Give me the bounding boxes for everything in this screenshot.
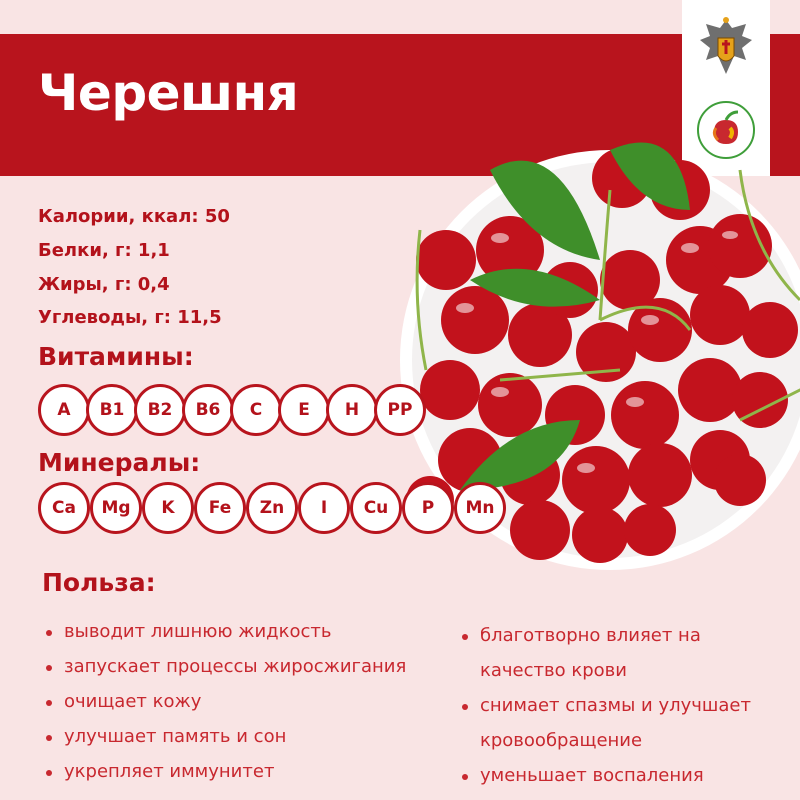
nutrition-fat: Жиры, г: 0,4 xyxy=(38,274,170,295)
nutrition-calories: Калории, ккал: 50 xyxy=(38,206,230,227)
vitamin-badge: B1 xyxy=(86,384,138,436)
benefit-item: благотворно влияет на xyxy=(458,618,751,653)
benefit-item-continued: качество крови xyxy=(480,660,627,681)
mineral-badge: I xyxy=(298,482,350,534)
benefit-item: уменьшает воспаления xyxy=(458,758,751,793)
benefit-item-continued: кровообращение xyxy=(480,730,643,751)
vitamin-badge: C xyxy=(230,384,282,436)
benefit-item: выводит лишнюю жидкость xyxy=(42,614,406,649)
mineral-badge: Mn xyxy=(454,482,506,534)
mineral-badge: P xyxy=(402,482,454,534)
vitamin-badge: H xyxy=(326,384,378,436)
benefits-list-right xyxy=(458,618,751,793)
benefit-item: укрепляет иммунитет xyxy=(42,754,406,789)
nutrition-protein: Белки, г: 1,1 xyxy=(38,240,170,261)
benefits-list-left xyxy=(42,614,406,789)
mineral-badge: Cu xyxy=(350,482,402,534)
benefit-item: очищает кожу xyxy=(42,684,406,719)
mineral-badge: Ca xyxy=(38,482,90,534)
benefit-item: запускает процессы жиросжигания xyxy=(42,649,406,684)
nutrition-carbs: Углеводы, г: 11,5 xyxy=(38,307,222,328)
benefits-title: Польза: xyxy=(42,568,156,597)
vitamin-badge: PP xyxy=(374,384,426,436)
mineral-badge: K xyxy=(142,482,194,534)
benefit-item: улучшает память и сон xyxy=(42,719,406,754)
vitamin-badge: A xyxy=(38,384,90,436)
mineral-badge: Mg xyxy=(90,482,142,534)
vitamin-badge: B2 xyxy=(134,384,186,436)
vitamin-badge: B6 xyxy=(182,384,234,436)
vitamin-badge: E xyxy=(278,384,330,436)
page-title: Черешня xyxy=(38,64,299,122)
benefit-item: снимает спазмы и улучшает xyxy=(458,688,751,723)
minerals-title: Минералы: xyxy=(38,448,201,477)
vitamins-title: Витамины: xyxy=(38,342,194,371)
mineral-badge: Zn xyxy=(246,482,298,534)
emblem-icon xyxy=(696,14,756,86)
mineral-badge: Fe xyxy=(194,482,246,534)
